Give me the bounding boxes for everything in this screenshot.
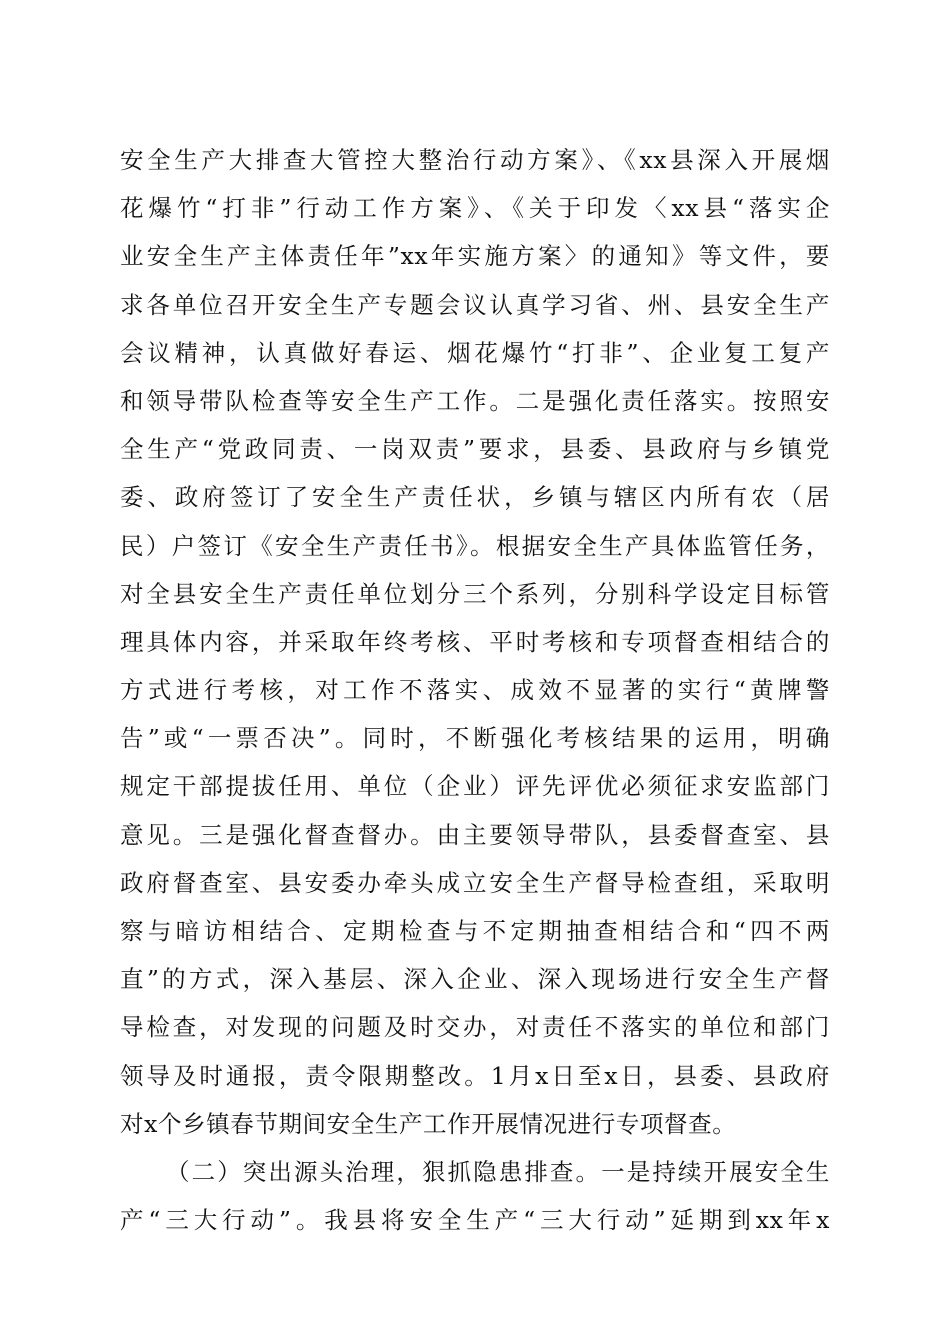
text-line: 导检查，对发现的问题及时交办，对责任不落实的单位和部门 [120,1013,830,1042]
text-line: 理具体内容，并采取年终考核、平时考核和专项督查相结合的 [120,627,830,656]
text-line: 领导及时通报，责令限期整改。1月x日至x日，县委、县政府 [120,1061,830,1090]
text-line: 对全县安全生产责任单位划分三个系列，分别科学设定目标管 [120,579,830,608]
text-line: 安全生产大排查大管控大整治行动方案》、《xx县深入开展烟 [120,146,830,174]
section-heading-line: （二）突出源头治理，狠抓隐患排查。一是持续开展安全生 [166,1157,830,1186]
paragraph-end-line: 对x个乡镇春节期间安全生产工作开展情况进行专项督查。 [120,1109,737,1138]
text-line: 全生产“党政同责、一岗双责”要求，县委、县政府与乡镇党 [120,435,830,464]
text-line: 规定干部提拔任用、单位（企业）评先评优必须征求安监部门 [120,772,830,801]
text-line: 民）户签订《安全生产责任书》。根据安全生产具体监管任务， [120,531,830,560]
text-line: 告”或“一票否决”。同时，不断强化考核结果的运用，明确 [120,724,830,753]
text-line: 和领导带队检查等安全生产工作。二是强化责任落实。按照安 [120,386,830,415]
text-line: 政府督查室、县安委办牵头成立安全生产督导检查组，采取明 [120,868,830,897]
text-line: 察与暗访相结合、定期检查与不定期抽查相结合和“四不两 [120,917,830,945]
text-line: 方式进行考核，对工作不落实、成效不显著的实行“黄牌警 [120,676,830,705]
text-line: 意见。三是强化督查督办。由主要领导带队，县委督查室、县 [120,820,830,849]
text-line: 产“三大行动”。我县将安全生产“三大行动”延期到xx年x [120,1206,830,1235]
text-line: 花爆竹“打非”行动工作方案》、《关于印发〈xx县“落实企 [120,194,830,223]
body-text [120,136,830,1244]
text-line: 会议精神，认真做好春运、烟花爆竹“打非”、企业复工复产 [120,338,830,367]
text-line: 直”的方式，深入基层、深入企业、深入现场进行安全生产督 [120,965,830,994]
text-line: 业安全生产主体责任年”xx年实施方案〉的通知》等文件，要 [120,242,830,271]
text-line: 求各单位召开安全生产专题会议认真学习省、州、县安全生产 [120,290,830,319]
text-line: 委、政府签订了安全生产责任状，乡镇与辖区内所有农（居 [120,483,830,512]
